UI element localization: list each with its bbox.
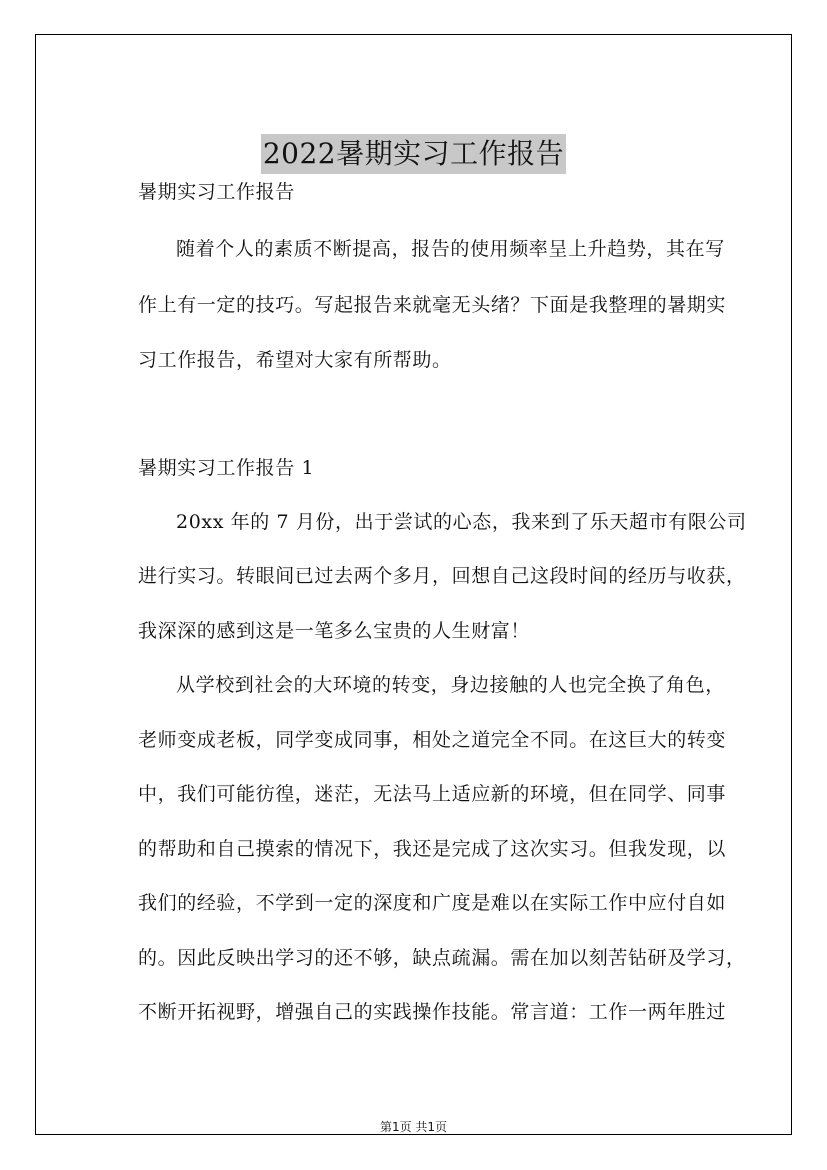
intro-line: 作上有一定的技巧。写起报告来就毫无头绪？下面是我整理的暑期实	[138, 294, 727, 316]
section-line: 我深深的感到这是一笔多么宝贵的人生财富！	[138, 620, 531, 642]
section-line: 中，我们可能彷徨，迷茫，无法马上适应新的环境，但在同学、同事	[138, 783, 727, 805]
section-line: 的。因此反映出学习的还不够，缺点疏漏。需在加以刻苦钻研及学习，	[138, 947, 746, 969]
section-line: 20xx 年的 7 月份，出于尝试的心态，我来到了乐天超市有限公司	[176, 511, 747, 533]
section-line: 从学校到社会的大环境的转变，身边接触的人也完全换了角色，	[176, 674, 725, 696]
title-container	[36, 134, 791, 174]
section-line: 的帮助和自己摸索的情况下，我还是完成了这次实习。但我发现，以	[138, 838, 727, 860]
section-line: 不断开拓视野，增强自己的实践操作技能。常言道：工作一两年胜过	[138, 1001, 727, 1023]
document-subtitle: 暑期实习工作报告	[138, 181, 295, 203]
document-page	[35, 34, 792, 1135]
intro-line: 随着个人的素质不断提高，报告的使用频率呈上升趋势，其在写	[176, 238, 725, 260]
section-heading: 暑期实习工作报告 1	[138, 457, 315, 479]
section-line: 老师变成老板，同学变成同事，相处之道完全不同。在这巨大的转变	[138, 729, 727, 751]
section-line: 我们的经验，不学到一定的深度和广度是难以在实际工作中应付自如	[138, 892, 727, 914]
document-title: 2022暑期实习工作报告	[261, 134, 566, 174]
section-line: 进行实习。转眼间已过去两个多月，回想自己这段时间的经历与收获，	[138, 565, 746, 587]
page-footer: 第1页 共1页	[379, 1120, 448, 1134]
intro-line: 习工作报告，希望对大家有所帮助。	[138, 349, 452, 371]
